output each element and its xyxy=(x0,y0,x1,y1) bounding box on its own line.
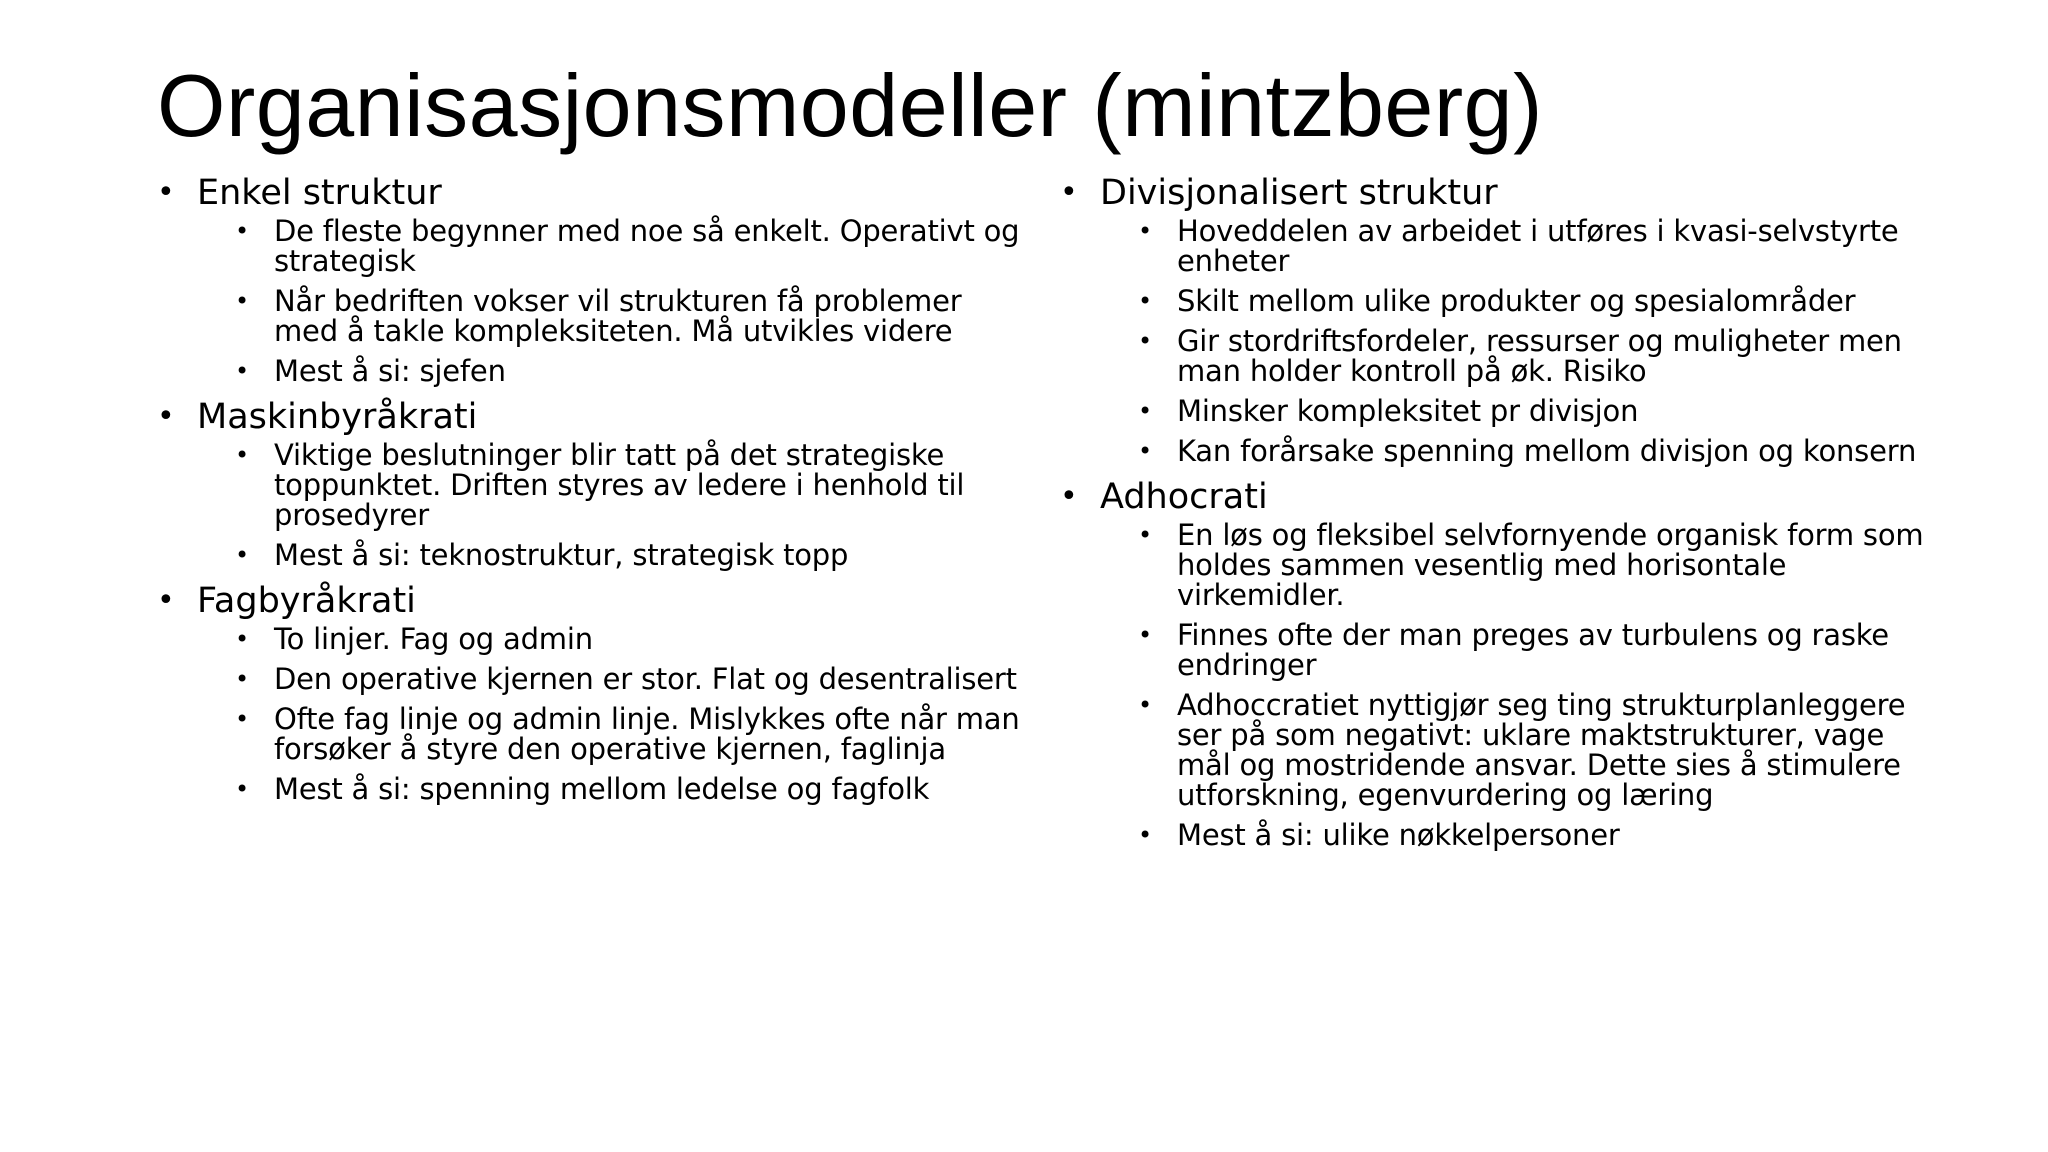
bullet-icon: • xyxy=(235,665,249,693)
section-enkel-struktur xyxy=(157,170,1037,386)
bullet-icon: • xyxy=(1138,621,1152,649)
item-text: Mest å si: teknostruktur, strategisk topp xyxy=(274,538,849,572)
bullet-icon: • xyxy=(1138,691,1152,719)
item-text: Mest å si: ulike nøkkelpersoner xyxy=(1177,818,1620,852)
list-item xyxy=(235,540,1034,570)
list-item xyxy=(235,440,1034,530)
bullet-icon: • xyxy=(1138,397,1152,425)
section-divisjonalisert-struktur xyxy=(1060,170,1940,466)
bullet-icon: • xyxy=(157,399,175,434)
list-item xyxy=(1138,286,1937,316)
section-heading xyxy=(157,394,1037,440)
list-item xyxy=(235,624,1034,654)
item-text: Gir stordriftsfordeler, ressurser og muligheter men man holder kontroll på øk. Risiko xyxy=(1177,324,1902,388)
list-item xyxy=(1138,690,1937,810)
heading-text: Enkel struktur xyxy=(197,173,442,213)
item-text: Hoveddelen av arbeidet i utføres i kvasi-selvstyrte enheter xyxy=(1177,214,1899,278)
section-heading xyxy=(157,170,1037,216)
list-item xyxy=(235,774,1034,804)
item-text: To linjer. Fag og admin xyxy=(274,622,593,656)
section-fagbyrakrati xyxy=(157,578,1037,804)
bullet-icon: • xyxy=(235,541,249,569)
bullet-icon: • xyxy=(1138,821,1152,849)
item-text: En løs og fleksibel selvfornyende organisk form som holdes sammen vesentlig med horisontale virkemidler. xyxy=(1177,518,1924,612)
section-heading xyxy=(157,578,1037,624)
item-text: Skilt mellom ulike produkter og spesialområder xyxy=(1177,284,1856,318)
item-text: Den operative kjernen er stor. Flat og desentralisert xyxy=(274,662,1017,696)
item-text: Mest å si: spenning mellom ledelse og fagfolk xyxy=(274,772,930,806)
bullet-icon: • xyxy=(157,175,175,210)
bullet-icon: • xyxy=(235,441,249,469)
item-text: Når bedriften vokser vil strukturen få problemer med å takle kompleksiteten. Må utvikles videre xyxy=(274,284,962,348)
list-item xyxy=(1138,436,1937,466)
section-heading xyxy=(1060,170,1940,216)
list-item xyxy=(235,664,1034,694)
list-item xyxy=(1138,520,1937,610)
slide-title: Organisasjonsmodeller (mintzberg) xyxy=(157,56,1543,155)
list-item xyxy=(1138,820,1937,850)
right-column xyxy=(1060,170,1940,850)
list-item xyxy=(1138,396,1937,426)
heading-text: Divisjonalisert struktur xyxy=(1100,173,1498,213)
heading-text: Maskinbyråkrati xyxy=(197,397,478,437)
item-text: Kan forårsake spenning mellom divisjon og konsern xyxy=(1177,434,1917,468)
item-text: De fleste begynner med noe så enkelt. Operativt og strategisk xyxy=(274,214,1020,278)
heading-text: Fagbyråkrati xyxy=(197,581,416,621)
section-maskinbyrakrati xyxy=(157,394,1037,570)
list-item xyxy=(235,286,1034,346)
bullet-icon: • xyxy=(1138,521,1152,549)
list-item xyxy=(235,356,1034,386)
bullet-icon: • xyxy=(1060,479,1078,514)
bullet-icon: • xyxy=(1138,327,1152,355)
list-item xyxy=(1138,620,1937,680)
item-text: Adhoccratiet nyttigjør seg ting strukturplanleggere ser på som negativt: uklare maktstrukturer, vage mål og mostridende ansvar. Dette sies å stimulere utforskning, egenvurdering og læring xyxy=(1177,688,1906,812)
section-adhocrati xyxy=(1060,474,1940,850)
heading-text: Adhocrati xyxy=(1100,477,1268,517)
list-item xyxy=(235,216,1034,276)
bullet-icon: • xyxy=(235,775,249,803)
list-item xyxy=(1138,326,1937,386)
bullet-icon: • xyxy=(1138,287,1152,315)
list-item xyxy=(1138,216,1937,276)
bullet-icon: • xyxy=(235,287,249,315)
left-column xyxy=(157,170,1037,804)
list-item xyxy=(235,704,1034,764)
item-text: Minsker kompleksitet pr divisjon xyxy=(1177,394,1639,428)
bullet-icon: • xyxy=(235,357,249,385)
bullet-icon: • xyxy=(1138,437,1152,465)
item-text: Viktige beslutninger blir tatt på det strategiske toppunktet. Driften styres av ledere i henhold til prosedyrer xyxy=(274,438,965,532)
section-heading xyxy=(1060,474,1940,520)
item-text: Mest å si: sjefen xyxy=(274,354,506,388)
bullet-icon: • xyxy=(1138,217,1152,245)
bullet-icon: • xyxy=(235,625,249,653)
item-text: Ofte fag linje og admin linje. Mislykkes ofte når man forsøker å styre den operative kjernen, faglinja xyxy=(274,702,1020,766)
bullet-icon: • xyxy=(157,583,175,618)
bullet-icon: • xyxy=(235,217,249,245)
bullet-icon: • xyxy=(1060,175,1078,210)
item-text: Finnes ofte der man preges av turbulens og raske endringer xyxy=(1177,618,1889,682)
bullet-icon: • xyxy=(235,705,249,733)
